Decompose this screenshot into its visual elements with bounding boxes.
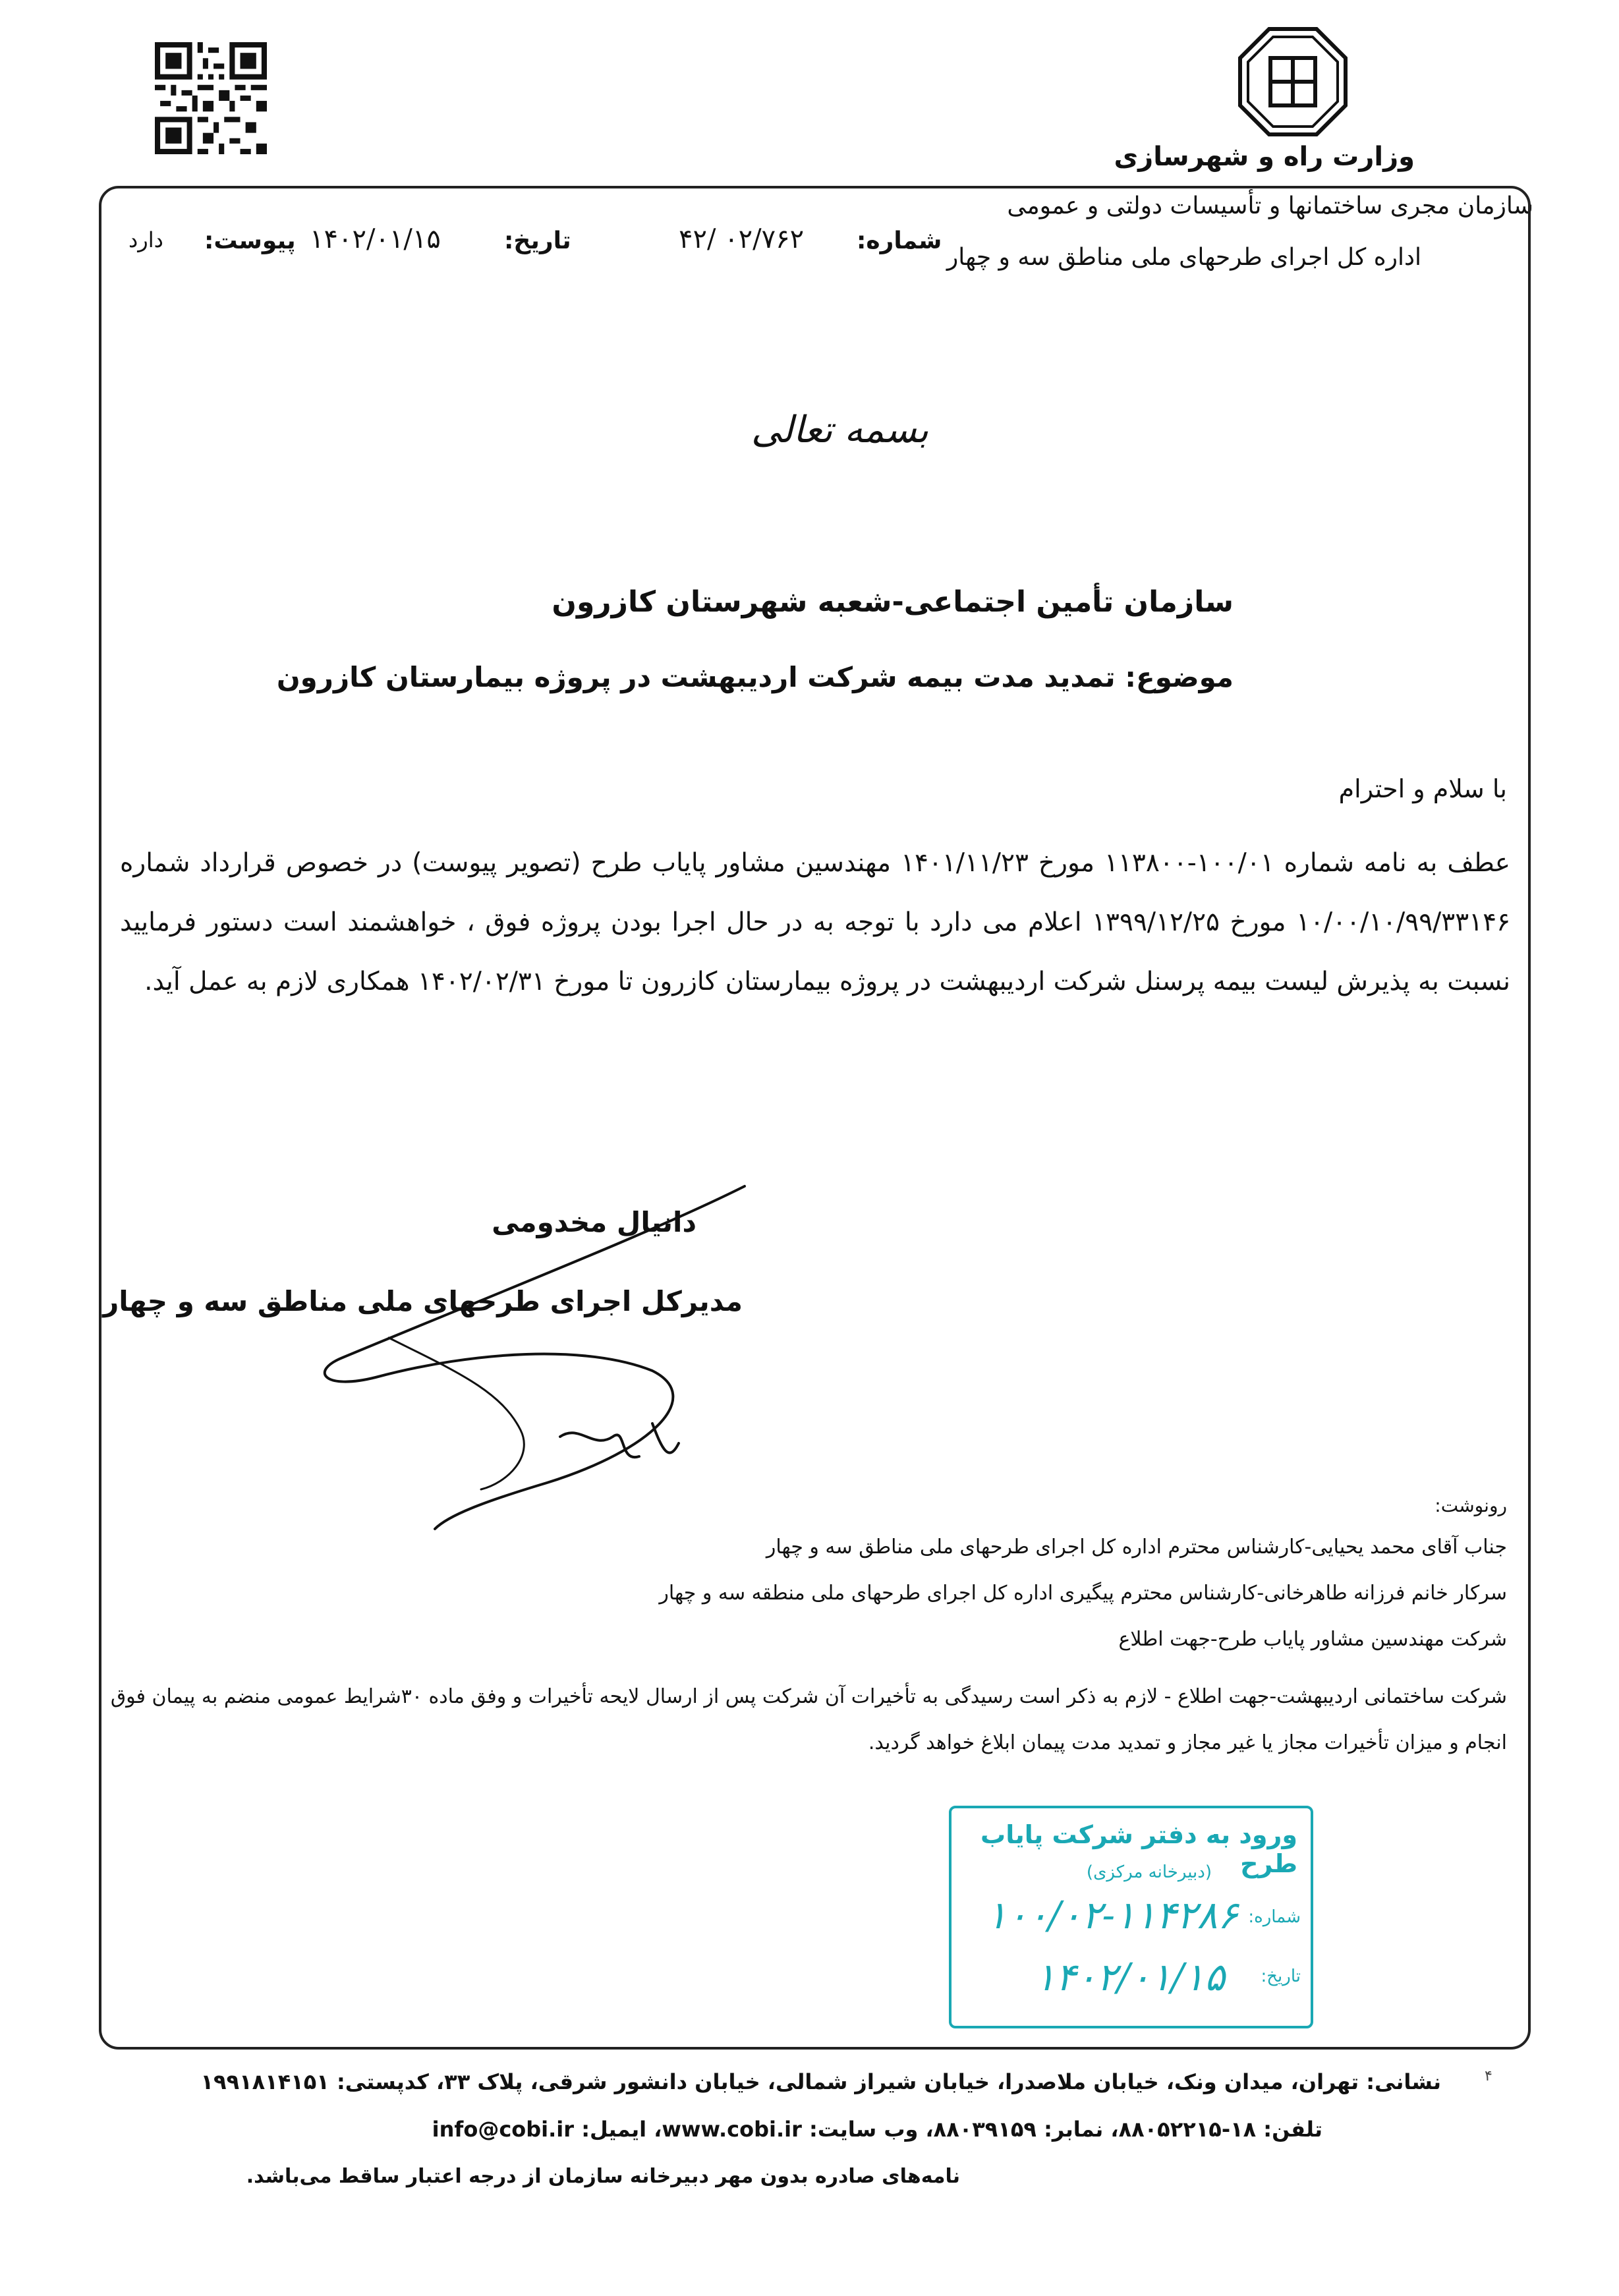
- stamp-date-label: تاریخ:: [1261, 1966, 1301, 1986]
- footer-note: نامه‌های صادره بدون مهر دبیرخانه سازمان از درجه اعتبار ساقط می‌باشد.: [246, 2165, 960, 2188]
- stamp-number: ۱۰۰/۰۲-۱۱۴۲۸۶: [986, 1893, 1238, 1937]
- subject-line: موضوع: تمدید مدت بیمه شرکت اردیبهشت در پروژه بیمارستان کازرون: [276, 661, 1234, 693]
- date-label: تاریخ:: [504, 227, 571, 254]
- attachment-value: دارد: [128, 227, 163, 252]
- attachment-label: پیوست:: [204, 227, 296, 254]
- cc-item: شرکت مهندسین مشاور پایاب طرح-جهت اطلاع: [1118, 1628, 1507, 1651]
- stamp-title: ورود به دفتر شرکت پایاب طرح: [980, 1820, 1297, 1878]
- greeting: با سلام و احترام: [1338, 774, 1507, 803]
- footer-address: نشانی: تهران، میدان ونک، خیابان ملاصدرا، خیابان شیراز شمالی، خیابان دانشور شرقی، پلاک ۳۳، کدپستی: ۱۹۹۱۸۱۴۱۵۱: [200, 2069, 1441, 2094]
- qr-code-icon: [155, 42, 267, 154]
- stamp-date: ۱۴۰۲/۰۱/۱۵: [1035, 1955, 1225, 1999]
- organization-name: سازمان مجری ساختمانها و تأسیسات دولتی و عمومی: [1007, 192, 1533, 219]
- letter-date: ۱۴۰۲/۰۱/۱۵: [310, 224, 441, 254]
- stamp-number-label: شماره:: [1248, 1907, 1301, 1927]
- signer-name: دانیال مخدومی: [492, 1206, 696, 1238]
- signer-title: مدیرکل اجرای طرحهای ملی مناطق سه و چهار: [103, 1285, 743, 1317]
- letter-body: عطف به نامه شماره ۱۰۰/۰۱-۱۱۳۸۰۰ مورخ ۱۴۰۱/۱۱/۲۳ مهندسین مشاور پایاب طرح (تصویر پیوست) در خصوص قرارداد شماره ۱۰/۰۰/۱۰/۹۹/۳۳۱۴۶ مورخ ۱۳۹۹/۱۲/۲۵ اعلام می دارد با توجه به در حال اجرا بودن پروژه فوق ، خواهشمند است دستور فرمایید نسبت به پذیرش لیست بیمه پرسنل شرکت اردیبهشت در پروژه بیمارستان کازرون تا مورخ ۱۴۰۲/۰۲/۳۱ همکاری لازم به عمل آید.: [120, 848, 1511, 996]
- ministry-name: وزارت راه و شهرسازی: [1114, 142, 1415, 172]
- cc-item: شرکت ساختمانی اردیبهشت-جهت اطلاع - لازم به ذکر است رسیدگی به تأخیرات آن شرکت پس از ارسال لایحه تأخیرات و وفق ماده ۳۰شرایط عمومی منضم به پیمان فوق انجام و میزان تأخیرات مجاز یا غیر مجاز و تمدید مدت پیمان ابلاغ خواهد گردید.: [110, 1685, 1507, 1754]
- registration-stamp: [949, 1806, 1313, 2028]
- letter-number: ۴۲/ ۰۲/۷۶۲: [679, 224, 805, 254]
- cc-item: جناب آقای محمد یحیایی-کارشناس محترم اداره کل اجرای طرحهای ملی مناطق سه و چهار: [766, 1535, 1507, 1559]
- recipient: سازمان تأمین اجتماعی-شعبه شهرستان کازرون: [552, 585, 1234, 619]
- letter-frame: [99, 186, 1531, 2050]
- stamp-subtitle: (دبیرخانه مرکزی): [1086, 1862, 1212, 1882]
- number-label: شماره:: [857, 227, 942, 254]
- cc-label: رونوشت:: [1434, 1495, 1507, 1516]
- ministry-logo-icon: [1236, 25, 1349, 138]
- basmala: بسمه تعالی: [751, 409, 929, 451]
- footer-mark: ۴: [1485, 2068, 1492, 2084]
- cc-item: سرکار خانم فرزانه طاهرخانی-کارشناس محترم پیگیری اداره کل اجرای طرحهای ملی منطقه سه و چهار: [659, 1582, 1507, 1605]
- footer-contact: تلفن: ۱۸-۸۸۰۵۲۲۱۵، نمابر: ۸۸۰۳۹۱۵۹، وب سایت: www.cobi.ir، ایمیل: info@cobi.ir: [432, 2117, 1322, 2142]
- department-name: اداره کل اجرای طرحهای ملی مناطق سه و چهار: [946, 244, 1421, 271]
